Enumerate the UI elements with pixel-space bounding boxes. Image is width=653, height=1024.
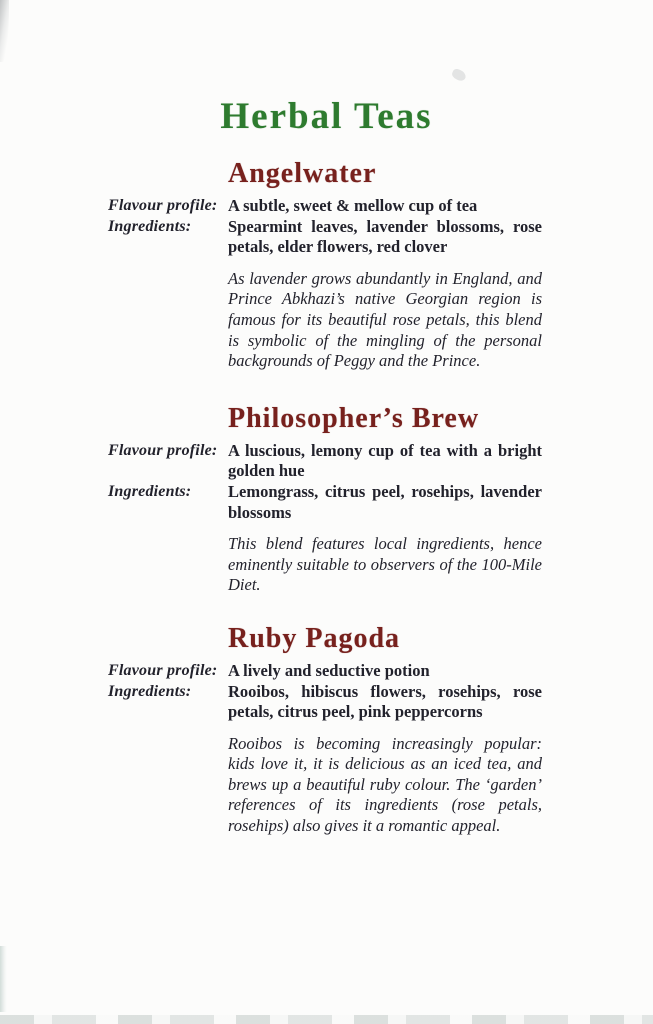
ingredients-label: Ingredients: [108, 217, 192, 235]
ingredients-row [108, 682, 542, 723]
corner-fold-artifact [0, 0, 9, 62]
flavour-profile-label: Flavour profile: [108, 661, 218, 679]
tea-note: Rooibos is becoming increasingly popular: kids love it, it is delicious as an iced tea, and brews up a beautiful ruby colour. The ‘garden’ references of its ingredients (rose petals, rosehips) also gives it a romantic appeal. [228, 733, 542, 836]
tea-section-philosophers-brew [108, 402, 542, 596]
tea-section-angelwater [108, 157, 542, 372]
flavour-profile-value: A subtle, sweet & mellow cup of tea [228, 196, 478, 215]
ingredients-row [108, 482, 542, 523]
page-title: Herbal Teas [220, 96, 433, 137]
tea-note: As lavender grows abundantly in England, and Prince Abkhazi’s native Georgian region is famous for its beautiful rose petals, this blend is symbolic of the mingling of the personal backgrounds of Peggy and the Prince. [228, 268, 542, 371]
tea-name: Philosopher’s Brew [228, 402, 480, 434]
flavour-profile-row [108, 661, 542, 682]
flavour-profile-row [108, 441, 542, 482]
tea-note: This blend features local ingredients, hence eminently suitable to observers of the 100-Mile Diet. [228, 534, 542, 595]
page-edge-smudge-artifact [0, 946, 7, 1012]
ingredients-value: Spearmint leaves, lavender blossoms, rose petals, elder flowers, red clover [228, 216, 542, 257]
flavour-profile-label: Flavour profile: [108, 197, 218, 214]
tea-section-ruby-pagoda [108, 622, 542, 837]
flavour-profile-value: A lively and seductive potion [228, 660, 430, 680]
ingredients-row [108, 217, 542, 258]
ingredients-label: Ingredients: [108, 482, 192, 500]
ingredients-label: Ingredients: [108, 682, 192, 700]
tea-name: Ruby Pagoda [228, 622, 401, 654]
flavour-profile-value: A luscious, lemony cup of tea with a bright golden hue [228, 440, 542, 481]
tea-name: Angelwater [228, 158, 377, 189]
flavour-profile-row [108, 196, 542, 217]
page-bottom-edge-artifact [0, 1015, 653, 1024]
ingredients-value: Lemongrass, citrus peel, rosehips, lavender blossoms [228, 481, 542, 522]
flavour-profile-label: Flavour profile: [108, 441, 218, 459]
ingredients-value: Rooibos, hibiscus flowers, rosehips, rose petals, citrus peel, pink peppercorns [228, 681, 542, 722]
scan-smudge-artifact [451, 68, 468, 83]
